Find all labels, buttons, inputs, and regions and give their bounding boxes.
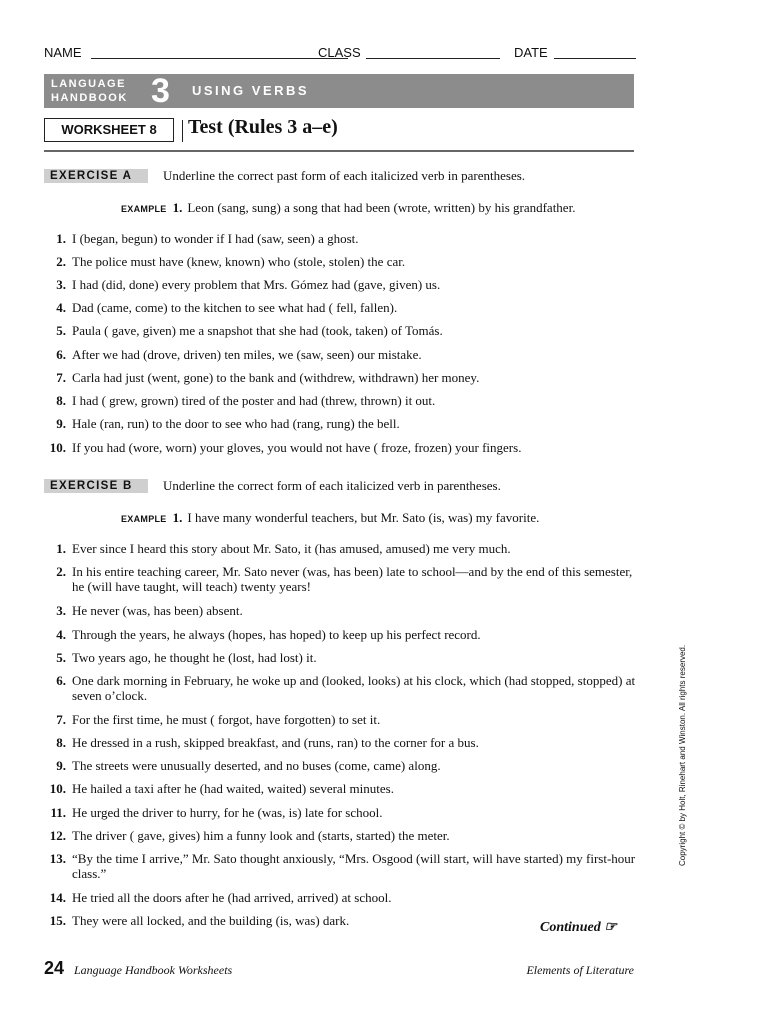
item-text[interactable]: I had (did, done) every problem that Mrs. Gómez had (gave, given) us. (72, 277, 441, 292)
item-number: 7. (56, 370, 66, 385)
chapter-banner (44, 74, 634, 108)
chapter-title: USING VERBS (192, 83, 310, 98)
handbook-label (51, 77, 128, 105)
student-info-line (44, 43, 636, 63)
page-footer (44, 958, 634, 982)
item-number: 2. (56, 254, 66, 269)
item-text[interactable]: Two years ago, he thought he (lost, had lost) it. (72, 650, 317, 665)
item-number: 6. (56, 347, 66, 362)
item-text[interactable]: I had ( grew, grown) tired of the poster and had (threw, thrown) it out. (72, 393, 436, 408)
item-number: 9. (56, 416, 66, 431)
item-number: 15. (49, 913, 66, 928)
handbook-label-line1: LANGUAGE (51, 78, 126, 90)
item-text[interactable]: “By the time I arrive,” Mr. Sato thought anxiously, “Mrs. Osgood (will start, will have started) my first-hour class.” (72, 851, 636, 881)
exercise-a-example (121, 200, 575, 216)
name-label: NAME (44, 45, 82, 60)
item-number: 2. (56, 564, 66, 579)
name-field[interactable] (91, 58, 348, 59)
item-text[interactable]: He urged the driver to hurry, for he (was, is) late for school. (72, 805, 383, 820)
item-text[interactable]: For the first time, he must ( forgot, have forgotten) to set it. (72, 712, 381, 727)
item-text[interactable]: He never (was, has been) absent. (72, 603, 243, 618)
item-text[interactable]: After we had (drove, driven) ten miles, we (saw, seen) our mistake. (72, 347, 422, 362)
item-text[interactable]: Through the years, he always (hopes, has hoped) to keep up his perfect record. (72, 627, 481, 642)
worksheet-heading (44, 116, 634, 152)
item-number: 1. (56, 541, 66, 556)
item-text[interactable]: Carla had just (went, gone) to the bank and (withdrew, withdrawn) her money. (72, 370, 480, 385)
continued-label: Continued ☞ (540, 920, 617, 935)
item-number: 8. (56, 393, 66, 408)
page-number: 24 (44, 958, 65, 978)
item-number: 9. (56, 758, 66, 773)
footer-book-title: Language Handbook Worksheets (74, 963, 233, 977)
item-number: 4. (56, 300, 66, 315)
example-number: 1. (172, 200, 183, 215)
exercise-a-label: EXERCISE A (44, 169, 148, 183)
worksheet-title: Test (Rules 3 a–e) (188, 116, 338, 138)
class-label: CLASS (318, 45, 361, 60)
item-text[interactable]: I (began, begun) to wonder if I had (saw, seen) a ghost. (72, 231, 359, 246)
item-number: 5. (56, 650, 66, 665)
example-text: I have many wonderful teachers, but Mr. Sato (is, was) my favorite. (187, 510, 540, 525)
exercise-b-instruction: Underline the correct form of each italicized verb in parentheses. (163, 478, 501, 493)
item-number: 3. (56, 277, 66, 292)
date-label: DATE (514, 45, 548, 60)
item-text[interactable]: The driver ( gave, gives) him a funny look and (starts, started) the meter. (72, 828, 450, 843)
example-text: Leon (sang, sung) a song that had been (wrote, written) by his grandfather. (187, 200, 576, 215)
item-text[interactable]: They were all locked, and the building (is, was) dark. (72, 913, 350, 928)
exercise-b-label: EXERCISE B (44, 479, 148, 493)
item-number: 3. (56, 603, 66, 618)
item-text[interactable]: Hale (ran, run) to the door to see who had (rang, rung) the bell. (72, 416, 400, 431)
example-tag: EXAMPLE (121, 204, 167, 214)
class-field[interactable] (366, 58, 500, 59)
item-number: 7. (56, 712, 66, 727)
item-number: 5. (56, 323, 66, 338)
item-text[interactable]: If you had (wore, worn) your gloves, you would not have ( froze, frozen) your fingers. (72, 440, 522, 455)
item-number: 14. (49, 890, 66, 905)
worksheet-label: WORKSHEET 8 (44, 118, 174, 142)
item-number: 12. (49, 828, 66, 843)
copyright-notice: Copyright © by Holt, Rinehart and Winston. All rights reserved. (678, 644, 687, 866)
item-number: 10. (49, 440, 66, 455)
exercise-a-instruction: Underline the correct past form of each italicized verb in parentheses. (163, 168, 526, 183)
example-tag: EXAMPLE (121, 514, 167, 524)
item-number: 13. (49, 851, 66, 866)
chapter-number: 3 (151, 72, 170, 110)
item-text[interactable]: In his entire teaching career, Mr. Sato never (was, has been) late to school—and by the end of this semester, he (will have taught, will teach) twenty years! (72, 564, 633, 594)
exercise-b-example (121, 510, 539, 526)
item-text[interactable]: Dad (came, come) to the kitchen to see what had ( fell, fallen). (72, 300, 398, 315)
item-number: 1. (56, 231, 66, 246)
item-number: 4. (56, 627, 66, 642)
item-number: 11. (50, 805, 66, 820)
footer-series-title: Elements of Literature (526, 963, 634, 977)
item-text[interactable]: One dark morning in February, he woke up and (looked, looks) at his clock, which (had stopped, stopped) at seven o’clock. (72, 673, 636, 703)
item-text[interactable]: Ever since I heard this story about Mr. Sato, it (has amused, amused) me very much. (72, 541, 511, 556)
date-field[interactable] (554, 58, 636, 59)
item-text[interactable]: He hailed a taxi after he (had waited, waited) several minutes. (72, 781, 394, 796)
item-text[interactable]: He tried all the doors after he (had arrived, arrived) at school. (72, 890, 392, 905)
example-number: 1. (172, 510, 183, 525)
item-number: 10. (49, 781, 66, 796)
heading-divider (182, 120, 183, 142)
handbook-label-line2: HANDBOOK (51, 92, 128, 104)
item-number: 6. (56, 673, 66, 688)
item-text[interactable]: Paula ( gave, given) me a snapshot that she had (took, taken) of Tomás. (72, 323, 443, 338)
item-text[interactable]: The streets were unusually deserted, and no buses (come, came) along. (72, 758, 441, 773)
item-number: 8. (56, 735, 66, 750)
item-text[interactable]: He dressed in a rush, skipped breakfast, and (runs, ran) to the corner for a bus. (72, 735, 479, 750)
item-text[interactable]: The police must have (knew, known) who (stole, stolen) the car. (72, 254, 406, 269)
